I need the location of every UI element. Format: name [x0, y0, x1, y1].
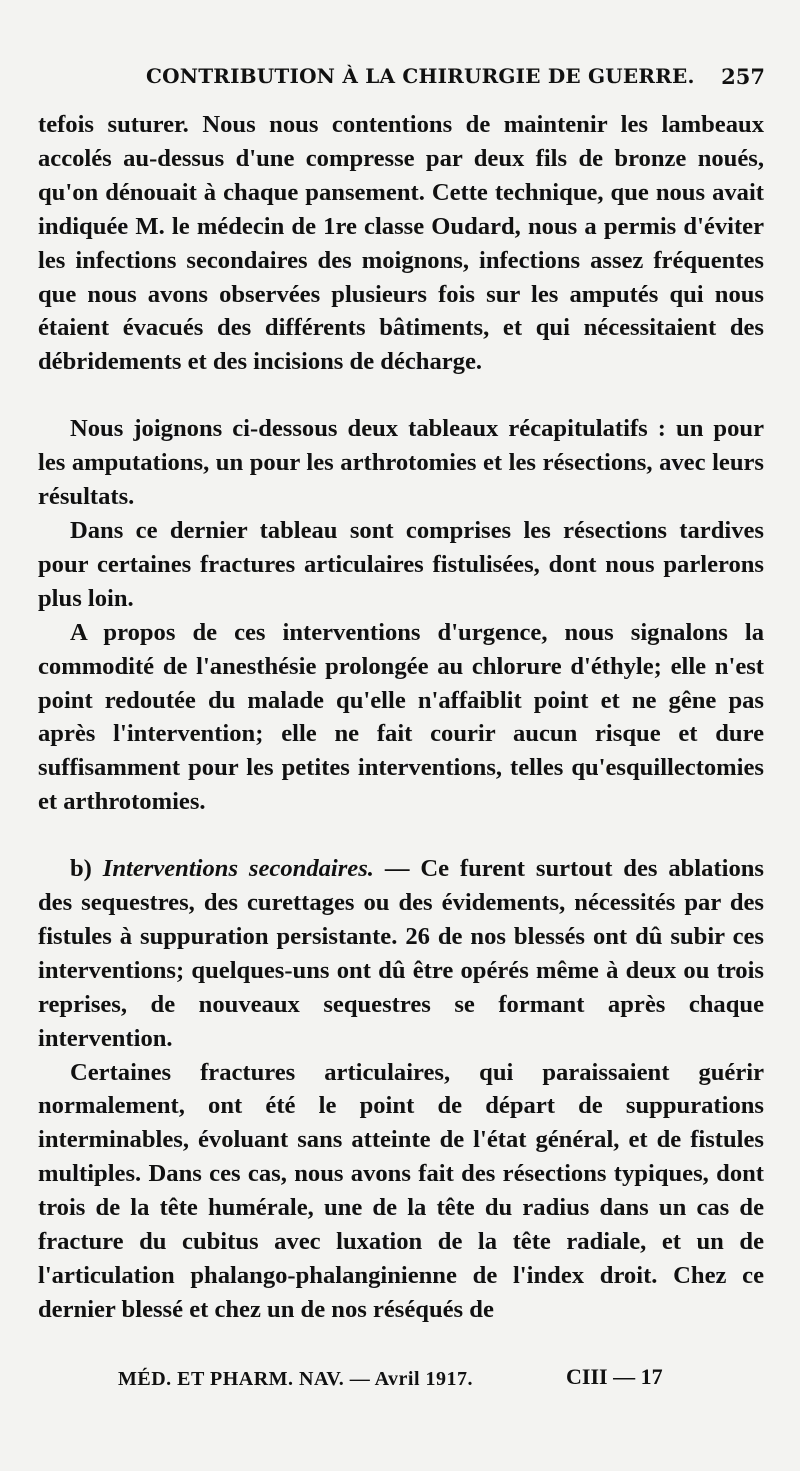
section-label: b) [70, 855, 92, 883]
running-head [140, 64, 765, 94]
paragraph-anesthesia: A propos de ces interventions d'urgence, nous signalons la commodité de l'anesthésie prolongée au chlorure d'éthyle; elle n'est point redoutée du malade qu'elle n'affaiblit point et ne gêne pas après l'intervention; elle ne fait courir aucun risque et dure suffisamment pour les petites interventions, telles qu'esquillectomies et arthrotomies. [38, 618, 764, 816]
running-title: CONTRIBUTION À LA CHIRURGIE DE GUERRE. [146, 64, 695, 88]
paragraph-gap [38, 379, 764, 412]
paragraph-late-resections: Dans ce dernier tableau sont comprises les résections tardives pour certaines fractures articulaires fistulisées, dont nous parlerons plus loin. [38, 516, 764, 612]
paragraph-gap [38, 819, 764, 852]
footer-volume: CIII — 17 [566, 1364, 663, 1389]
paragraph-continuation: tefois suturer. Nous nous contentions de maintenir les lambeaux accolés au-dessus d'une compresse par deux fils de bronze noués, qu'on dénouait à chaque pansement. Cette technique, que nous avait indiquée M. le médecin de 1re classe Oudard, nous a permis d'éviter les infections secondaires des moignons, infections assez fréquentes que nous avons observées plusieurs fois sur les amputés qui nous étaient évacués des différents bâtiments, et qui nécessitaient des débridements et des incisions de décharge. [38, 111, 764, 376]
body-text [38, 108, 764, 1327]
footer-journal: MÉD. ET PHARM. NAV. — Avril 1917. [118, 1368, 474, 1390]
section-heading: Interventions secondaires. [102, 855, 374, 883]
page-footer [118, 1364, 678, 1394]
section-text: — Ce furent surtout des ablations des sequestres, des curettages ou des évidements, nécessités par des fistules à suppuration persistante. 26 de nos blessés ont dû subir ces interventions; quelques-uns ont dû être opérés même à deux ou trois reprises, de nouveaux sequestres se formant après chaque intervention. [38, 855, 764, 1052]
paragraph-secondary-interventions [38, 852, 764, 1055]
paragraph-tables-intro: Nous joignons ci-dessous deux tableaux récapitulatifs : un pour les amputations, un pour les arthrotomies et les résections, avec leurs résultats. [38, 415, 764, 511]
page-number: 257 [721, 64, 765, 89]
paragraph-articular-fractures: Certaines fractures articulaires, qui paraissaient guérir normalement, ont été le point de départ de suppurations interminables, évoluant sans atteinte de l'état général, et de fistules multiples. Dans ces cas, nous avons fait des résections typiques, dont trois de la tête humérale, une de la tête du radius dans un cas de fracture du cubitus avec luxation de la tête radiale, et un de l'articulation phalango-phalanginienne de l'index droit. Chez ce dernier blessé et chez un de nos réséqués de [38, 1058, 764, 1323]
